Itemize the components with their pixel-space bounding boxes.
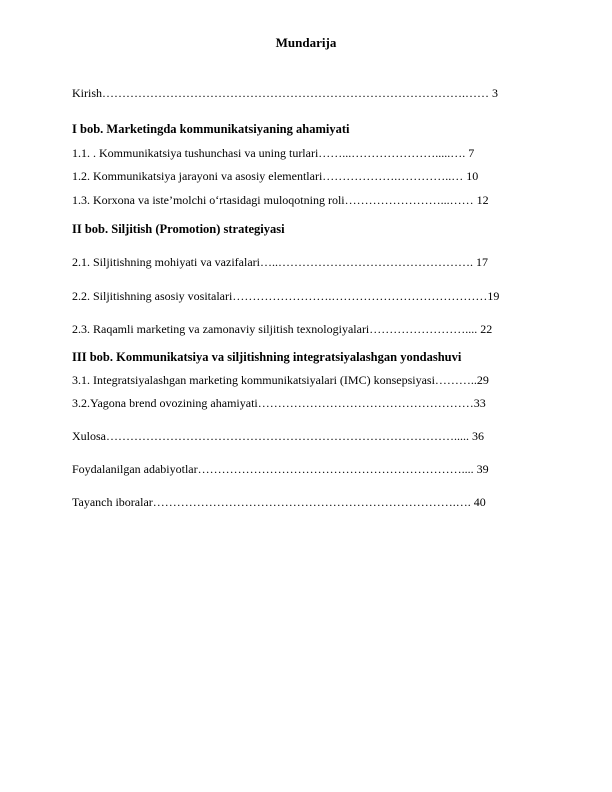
- toc-entry-keywords: Tayanch iboralar………………………………………………………………….…. 40: [72, 495, 486, 509]
- toc-chapter-2-heading: II bob. Siljitish (Promotion) strategiyasi: [72, 222, 285, 236]
- toc-entry-1-2: 1.2. Kommunikatsiya jarayoni va asosiy elementlari……………….…………..… 10: [72, 169, 479, 183]
- toc-chapter-3-heading: III bob. Kommunikatsiya va siljitishning integratsiyalashgan yondashuvi: [72, 350, 462, 364]
- toc-entry-intro: Kirish……………………………………………………………………………….…… 3: [72, 86, 498, 100]
- toc-entry-2-2: 2.2. Siljitishning asosiy vositalari…………………….…………………………………19: [72, 289, 500, 303]
- toc-entry-references: Foydalanilgan adabiyotlar………………………………………………………….... 39: [72, 462, 489, 476]
- toc-entry-2-1: 2.1. Siljitishning mohiyati va vazifalari…..…………………………………………. 17: [72, 255, 488, 269]
- toc-entry-3-2: 3.2.Yagona brend ovozining ahamiyati………………………………………………33: [72, 396, 486, 410]
- toc-entry-1-3: 1.3. Korxona va iste’molchi o‘rtasidagi muloqotning roli……………………...…… 12: [72, 193, 489, 207]
- toc-entry-2-3: 2.3. Raqamli marketing va zamonaviy siljitish texnologiyalari…………………….... 22: [72, 322, 493, 336]
- page-title: Mundarija: [275, 35, 337, 50]
- toc-entry-3-1: 3.1. Integratsiyalashgan marketing kommunikatsiyalari (IMC) konsepsiyasi………..29: [72, 373, 489, 387]
- toc-entry-conclusion: Xulosa……………………………………………………………………………..... 36: [72, 429, 484, 443]
- toc-entry-1-1: 1.1. . Kommunikatsiya tushunchasi va uning turlari……...………………….....…. 7: [72, 146, 475, 160]
- toc-chapter-1-heading: I bob. Marketingda kommunikatsiyaning ahamiyati: [72, 122, 350, 136]
